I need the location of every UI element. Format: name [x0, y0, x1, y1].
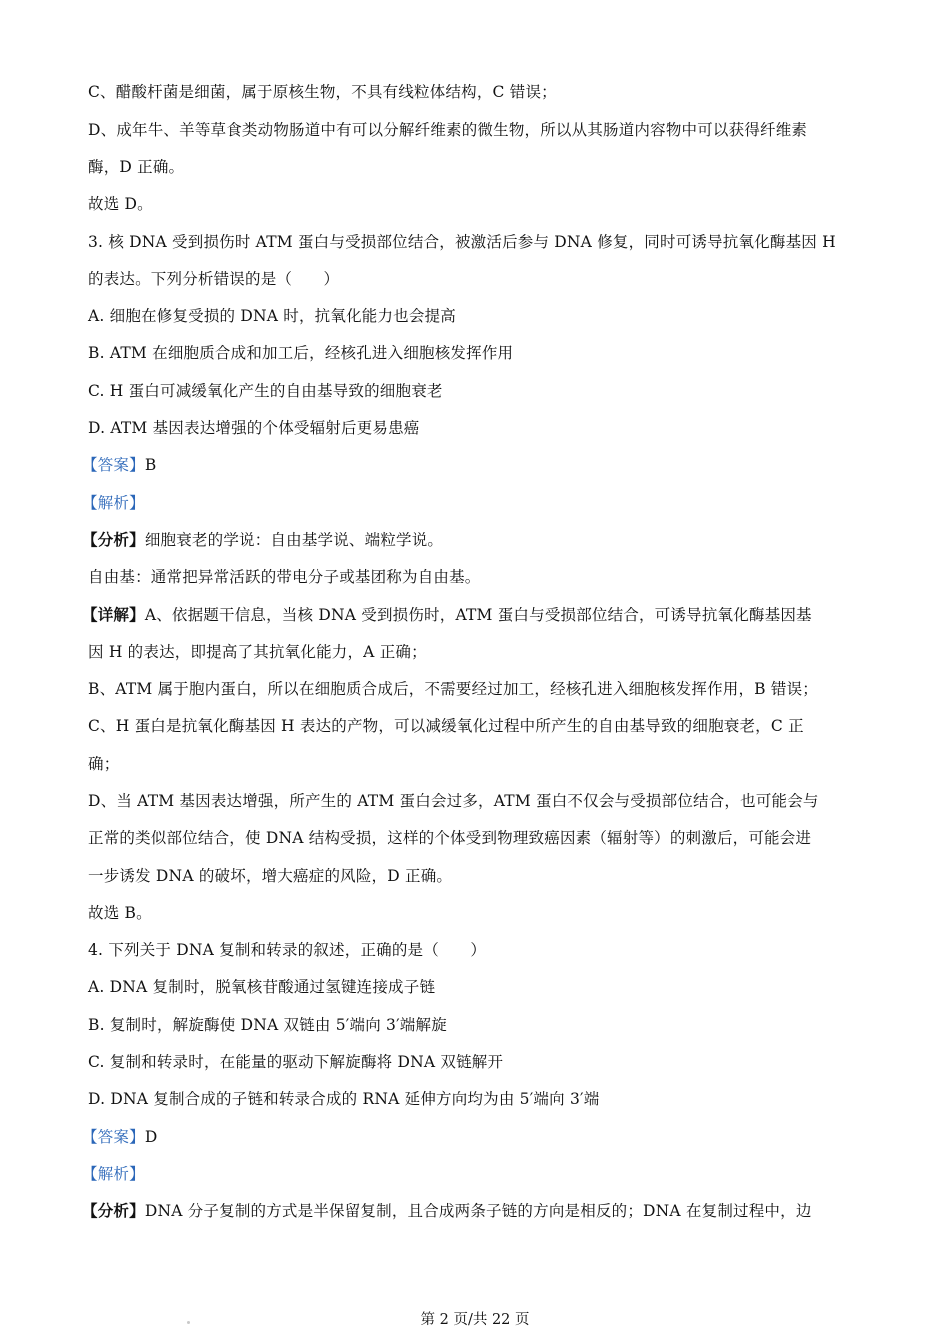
line-text: C、醋酸杆菌是细菌，属于原核生物，不具有线粒体结构，C 错误；	[88, 83, 557, 101]
line-text: 因 H 的表达，即提高了其抗氧化能力，A 正确；	[88, 643, 427, 661]
text-line	[88, 343, 513, 363]
text-line	[88, 1052, 503, 1072]
text-line	[88, 679, 818, 699]
line-text: 故选 B。	[88, 904, 152, 922]
line-text: B. ATM 在细胞质合成和加工后，经核孔进入细胞核发挥作用	[88, 344, 514, 362]
line-text: C、H 蛋白是抗氧化酶基因 H 表达的产物，可以减缓氧化过程中所产生的自由基导致的细胞衰老，C 正	[88, 717, 804, 735]
section-tag: 【解析】	[82, 494, 145, 512]
section-heading: 【分析】	[82, 530, 145, 549]
line-text: A. DNA 复制时，脱氧核苷酸通过氢键连接成子链	[88, 978, 436, 996]
line-text: D、当 ATM 基因表达增强，所产生的 ATM 蛋白会过多，ATM 蛋白不仅会与受损部位结合，也可能会与	[88, 792, 819, 810]
line-text: 酶，D 正确。	[88, 158, 185, 176]
line-text: D	[144, 1128, 158, 1146]
text-line	[82, 1201, 812, 1221]
text-line	[88, 381, 443, 401]
line-text: B	[144, 456, 157, 474]
section-tag: 【解析】	[82, 1165, 145, 1183]
line-text: B、ATM 属于胞内蛋白，所以在细胞质合成后，不需要经过加工，经核孔进入细胞核发挥作用，B 错误；	[88, 680, 818, 698]
text-line	[88, 716, 804, 736]
text-line	[82, 530, 443, 550]
line-text: 故选 D。	[88, 195, 153, 213]
text-line	[88, 1015, 447, 1035]
section-heading: 【分析】	[82, 1201, 145, 1220]
text-line	[88, 903, 152, 923]
line-text: 4. 下列关于 DNA 复制和转录的叙述，正确的是（ ）	[88, 941, 487, 959]
page-footer: 第 2 页/共 22 页	[420, 1312, 530, 1328]
section-tag: 【答案】	[82, 456, 145, 474]
text-line	[88, 1089, 599, 1109]
text-line	[88, 754, 119, 774]
text-line	[82, 493, 145, 513]
text-line	[82, 605, 812, 625]
line-text: 正常的类似部位结合，使 DNA 结构受损，这样的个体受到物理致癌因素（辐射等）的刺激后，可能会进	[88, 829, 812, 847]
line-text: C. H 蛋白可减缓氧化产生的自由基导致的细胞衰老	[88, 382, 443, 400]
line-text: 一步诱发 DNA 的破坏，增大癌症的风险，D 正确。	[88, 867, 453, 885]
line-text: A、依据题干信息，当核 DNA 受到损伤时，ATM 蛋白与受损部位结合，可诱导抗氧化酶基因基	[144, 606, 812, 624]
text-line	[88, 120, 807, 140]
text-line	[88, 194, 153, 214]
line-text: D、成年牛、羊等草食类动物肠道中有可以分解纤维素的微生物，所以从其肠道内容物中可以获得纤维素	[88, 121, 808, 139]
text-line	[88, 232, 836, 252]
text-line	[82, 1127, 157, 1147]
line-text: 的表达。下列分析错误的是（ ）	[88, 270, 340, 288]
text-line	[88, 866, 452, 886]
line-text: 确；	[88, 755, 120, 773]
line-text: DNA 分子复制的方式是半保留复制，且合成两条子链的方向是相反的；DNA 在复制过程中，边	[144, 1202, 812, 1220]
text-line	[88, 977, 435, 997]
text-line	[88, 828, 811, 848]
text-line	[88, 269, 339, 289]
text-line	[82, 1164, 145, 1184]
line-text: B. 复制时，解旋酶使 DNA 双链由 5′端向 3′端解旋	[88, 1016, 447, 1034]
text-line	[88, 642, 427, 662]
text-line	[82, 455, 156, 475]
text-line	[88, 567, 481, 587]
line-text: A. 细胞在修复受损的 DNA 时，抗氧化能力也会提高	[88, 307, 456, 325]
line-text: D. ATM 基因表达增强的个体受辐射后更易患癌	[88, 419, 420, 437]
text-line	[88, 418, 420, 438]
line-text: D. DNA 复制合成的子链和转录合成的 RNA 延伸方向均为由 5′端向 3′端	[88, 1090, 600, 1108]
text-line	[88, 157, 184, 177]
text-line	[88, 791, 819, 811]
line-text: 细胞衰老的学说：自由基学说、端粒学说。	[144, 531, 444, 549]
text-line	[88, 940, 486, 960]
line-text: 3. 核 DNA 受到损伤时 ATM 蛋白与受损部位结合，被激活后参与 DNA 修复，同时可诱导抗氧化酶基因 H	[88, 233, 836, 251]
line-text: C. 复制和转录时，在能量的驱动下解旋酶将 DNA 双链解开	[88, 1053, 504, 1071]
section-heading: 【详解】	[82, 605, 145, 624]
text-line	[88, 306, 456, 326]
text-line	[88, 82, 557, 102]
section-tag: 【答案】	[82, 1128, 145, 1146]
line-text: 自由基：通常把异常活跃的带电分子或基团称为自由基。	[88, 568, 481, 586]
